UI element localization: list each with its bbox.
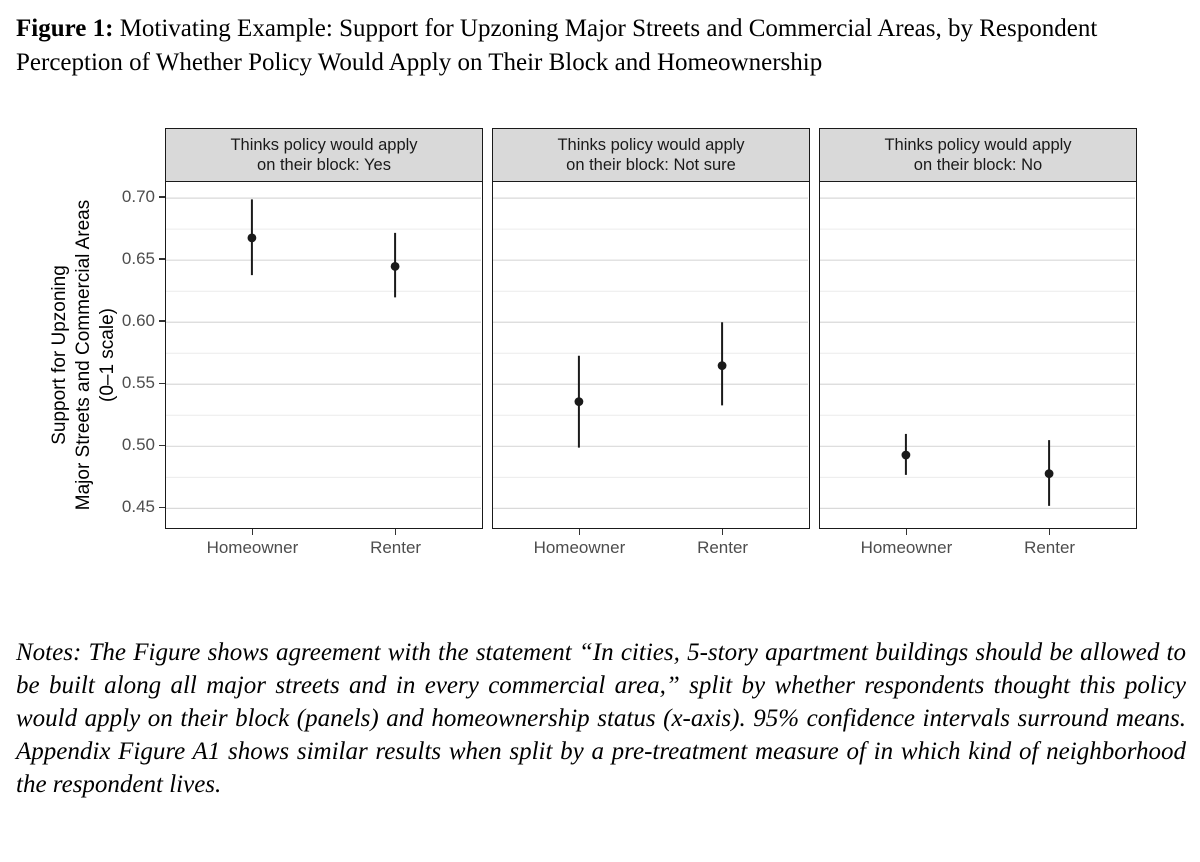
x-axis-tick-label: Renter <box>1024 538 1076 557</box>
point-mean <box>391 262 400 271</box>
facet-panel <box>492 128 810 565</box>
point-mean <box>718 361 727 370</box>
x-axis-tick-label: Renter <box>697 538 749 557</box>
panels <box>165 128 1137 565</box>
plot-area <box>165 181 483 529</box>
y-axis-title-text <box>48 200 120 510</box>
plot-svg <box>166 182 481 527</box>
facet-strip <box>492 128 810 181</box>
figure-label: Figure 1: <box>16 15 114 42</box>
y-axis-title-line: Support for Upzoning <box>49 265 70 445</box>
x-axis-tick-label: Homeowner <box>206 538 299 557</box>
y-axis-title <box>45 128 123 565</box>
x-axis-tick-mark <box>1049 529 1051 535</box>
x-axis <box>165 529 483 565</box>
facet-strip-label: Thinks policy would apply <box>557 136 745 154</box>
x-axis <box>819 529 1137 565</box>
plot-svg <box>820 182 1135 527</box>
y-axis-tick-label: 0.50 <box>121 435 155 455</box>
facet-strip-label: Thinks policy would apply <box>884 136 1072 154</box>
facet-panel <box>819 128 1137 565</box>
x-axis-tick-mark <box>722 529 724 535</box>
y-axis-tick-label: 0.70 <box>121 187 155 207</box>
point-mean <box>575 397 584 406</box>
plot-area <box>492 181 810 529</box>
y-axis-tick-label: 0.65 <box>121 249 155 269</box>
point-mean <box>1045 469 1054 478</box>
figure-notes: Notes: The Figure shows agreement with the statement “In cities, 5-story apartment buildings should be allowed to be built along all major streets and in every commercial area,” split by whether respondents thought this policy would apply on their block (panels) and homeownership status (x-axis). 95% confidence intervals surround means. Appendix Figure A1 shows similar results when split by a pre-treatment measure of in which kind of neighborhood the respondent lives. <box>16 639 1186 798</box>
x-axis-tick-mark <box>579 529 581 535</box>
facet-panel <box>165 128 483 565</box>
plot-svg <box>493 182 808 527</box>
x-axis-tick-mark <box>906 529 908 535</box>
plot-area <box>819 181 1137 529</box>
facet-strip-label: on their block: Yes <box>257 156 391 174</box>
x-axis-tick-label: Homeowner <box>860 538 953 557</box>
facet-strip-label: Thinks policy would apply <box>230 136 418 154</box>
figure-caption <box>16 12 1188 80</box>
y-axis-title-line: (0–1 scale) <box>97 308 118 403</box>
figure-title: Motivating Example: Support for Upzoning Major Streets and Commercial Areas, by Respondent Perception of Whether Policy Would Apply on Their Block and Homeownership <box>16 15 1098 76</box>
y-axis-tick-label: 0.60 <box>121 311 155 331</box>
y-axis-tick-label: 0.45 <box>121 497 155 517</box>
facet-strip <box>819 128 1137 181</box>
y-axis-ticks <box>123 128 165 565</box>
facet-strip-label: on their block: No <box>913 156 1043 174</box>
point-mean <box>902 451 911 460</box>
point-mean <box>248 233 257 242</box>
x-axis-tick-mark <box>395 529 397 535</box>
y-axis-tick-label: 0.55 <box>121 373 155 393</box>
x-axis-tick-label: Renter <box>370 538 422 557</box>
x-axis-tick-label: Homeowner <box>533 538 626 557</box>
x-axis-tick-mark <box>252 529 254 535</box>
y-axis-title-line: Major Streets and Commercial Areas <box>73 199 94 511</box>
facet-strip <box>165 128 483 181</box>
facet-strip-label: on their block: Not sure <box>566 156 736 174</box>
chart <box>45 128 1137 565</box>
x-axis <box>492 529 810 565</box>
